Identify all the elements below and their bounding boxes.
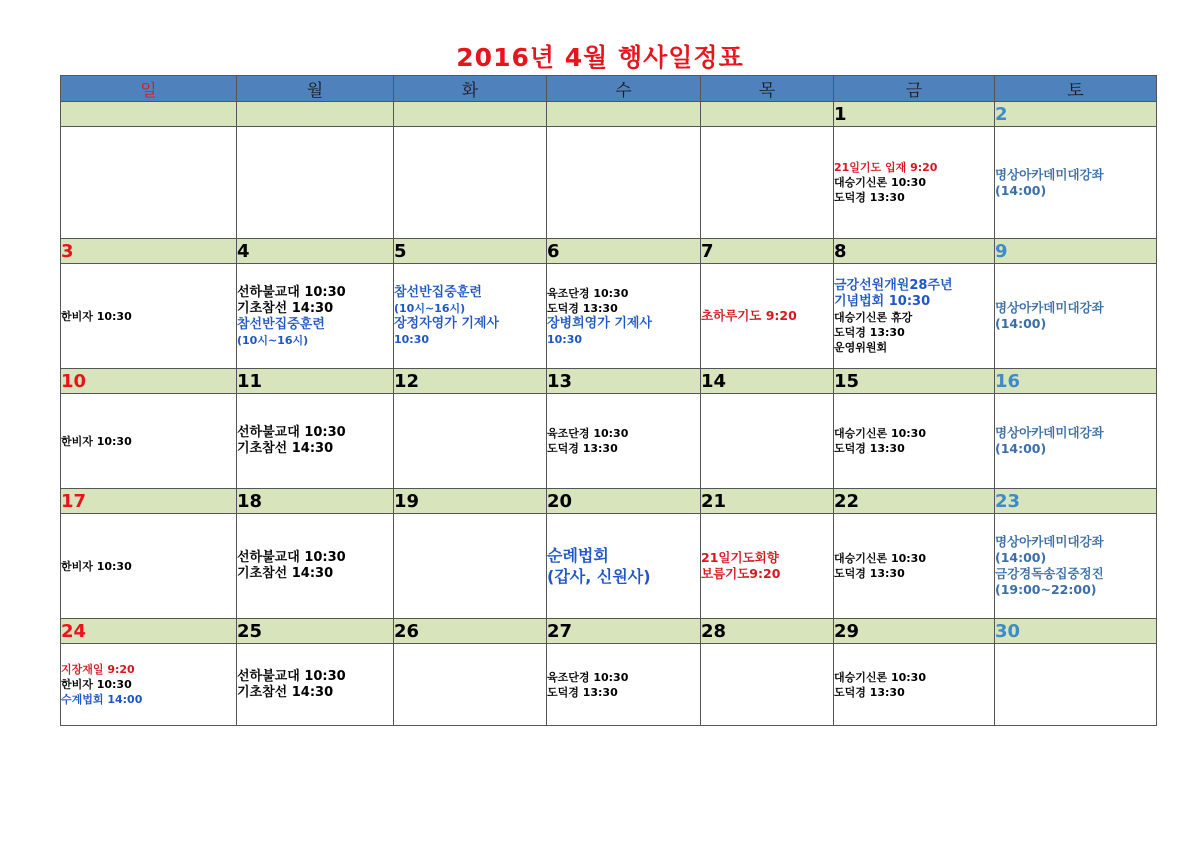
date-number: 22 [834, 489, 995, 514]
date-number: 2 [995, 102, 1157, 127]
event-entry: 보름기도9:20 [701, 566, 781, 581]
date-number: 9 [995, 239, 1157, 264]
event-entry: 21일기도회향 [701, 550, 779, 565]
day-events-cell [237, 644, 394, 726]
event-entry: 금강선원개원28주년 [834, 277, 953, 293]
date-number [237, 102, 394, 127]
date-number: 26 [394, 619, 547, 644]
day-events-cell [834, 514, 995, 619]
date-number: 16 [995, 369, 1157, 394]
event-entry: 선하불교대 10:30 [237, 425, 346, 440]
day-events-cell [61, 127, 237, 239]
event-entry: (19:00~22:00) [995, 582, 1097, 597]
day-events-cell [61, 514, 237, 619]
date-number: 23 [995, 489, 1157, 514]
date-number: 4 [237, 239, 394, 264]
event-entry: 대승기신론 10:30 [834, 670, 926, 684]
event-entry: 선하불교대 10:30 [237, 284, 346, 300]
day-events-cell [394, 394, 547, 489]
events-row [61, 394, 1157, 489]
event-entry: (14:00) [995, 182, 1047, 198]
event-entry: 도덕경 13:30 [834, 567, 905, 580]
day-events-cell [61, 264, 237, 369]
calendar-body [61, 102, 1157, 726]
event-entry: 수계법회 14:00 [61, 693, 143, 706]
date-row [61, 102, 1157, 127]
date-number: 20 [547, 489, 701, 514]
date-number: 29 [834, 619, 995, 644]
event-entry: 한비자 10:30 [61, 309, 132, 323]
event-entry: 순례법회 [547, 546, 609, 565]
day-events-cell [834, 394, 995, 489]
weekday-thursday: 목 [701, 76, 834, 102]
event-entry: 10:30 [394, 333, 430, 346]
event-entry: 명상아카데미대강좌 [995, 166, 1104, 182]
date-row [61, 369, 1157, 394]
event-entry: 기초참선 14:30 [237, 300, 334, 316]
day-events-cell [701, 644, 834, 726]
event-entry: 참선반집중훈련 [394, 285, 482, 300]
day-events-cell [61, 644, 237, 726]
event-entry: 참선반집중훈련 [237, 316, 325, 332]
date-number: 12 [394, 369, 547, 394]
day-events-cell [547, 264, 701, 369]
weekday-sunday: 일 [61, 76, 237, 102]
event-entry: 운영위원회 [834, 340, 888, 354]
day-events-cell [237, 514, 394, 619]
event-entry: 도덕경 13:30 [547, 442, 618, 455]
day-events-cell [701, 264, 834, 369]
date-number: 24 [61, 619, 237, 644]
date-number: 18 [237, 489, 394, 514]
date-number: 15 [834, 369, 995, 394]
day-events-cell [995, 394, 1157, 489]
date-number: 8 [834, 239, 995, 264]
event-entry: 기념법회 10:30 [834, 293, 931, 309]
day-events-cell [834, 127, 995, 239]
event-entry: (14:00) [995, 550, 1047, 565]
day-events-cell [237, 264, 394, 369]
date-row [61, 619, 1157, 644]
event-entry: 대승기신론 휴강 [834, 310, 913, 324]
event-entry: 육조단경 10:30 [547, 427, 629, 440]
day-events-cell [834, 644, 995, 726]
date-number: 1 [834, 102, 995, 127]
event-entry: 기초참선 14:30 [237, 566, 334, 581]
event-entry: 10:30 [547, 332, 583, 346]
events-row [61, 644, 1157, 726]
date-number: 10 [61, 369, 237, 394]
date-row [61, 489, 1157, 514]
event-entry: 도덕경 13:30 [834, 191, 905, 204]
date-number: 3 [61, 239, 237, 264]
event-entry: 명상아카데미대강좌 [995, 425, 1104, 440]
event-entry: 도덕경 13:30 [834, 325, 905, 339]
day-events-cell [701, 394, 834, 489]
day-events-cell [547, 127, 701, 239]
date-number: 21 [701, 489, 834, 514]
event-entry: (14:00) [995, 441, 1047, 456]
day-events-cell [995, 127, 1157, 239]
weekday-tuesday: 화 [394, 76, 547, 102]
event-entry: 도덕경 13:30 [834, 442, 905, 455]
event-entry: 대승기신론 10:30 [834, 176, 926, 189]
event-entry: 기초참선 14:30 [237, 441, 334, 456]
event-entry: 대승기신론 10:30 [834, 427, 926, 440]
day-events-cell [61, 394, 237, 489]
events-row [61, 264, 1157, 369]
event-entry: 선하불교대 10:30 [237, 668, 346, 684]
event-entry: (10시~16시) [237, 333, 309, 347]
event-entry: 명상아카데미대강좌 [995, 534, 1104, 549]
event-entry: 장정자영가 기제사 [394, 316, 499, 331]
day-events-cell [834, 264, 995, 369]
event-entry: 도덕경 13:30 [547, 685, 618, 699]
date-number: 5 [394, 239, 547, 264]
event-entry: 한비자 10:30 [61, 678, 132, 691]
day-events-cell [995, 264, 1157, 369]
weekday-monday: 월 [237, 76, 394, 102]
day-events-cell [995, 514, 1157, 619]
event-entry: 금강경독송집중정진 [995, 566, 1104, 581]
event-entry: 육조단경 10:30 [547, 286, 629, 300]
day-events-cell [394, 264, 547, 369]
day-events-cell [394, 644, 547, 726]
day-events-cell [701, 514, 834, 619]
date-number [547, 102, 701, 127]
date-number: 14 [701, 369, 834, 394]
date-number [61, 102, 237, 127]
day-events-cell [237, 127, 394, 239]
date-number: 7 [701, 239, 834, 264]
events-row [61, 514, 1157, 619]
event-entry: 기초참선 14:30 [237, 684, 334, 700]
date-number: 27 [547, 619, 701, 644]
event-entry: 초하루기도 9:20 [701, 308, 797, 323]
calendar-table [60, 75, 1157, 726]
event-entry: 한비자 10:30 [61, 559, 132, 573]
events-row [61, 127, 1157, 239]
date-number: 6 [547, 239, 701, 264]
event-entry: 도덕경 13:30 [834, 685, 905, 699]
date-number [394, 102, 547, 127]
date-row [61, 239, 1157, 264]
date-number: 17 [61, 489, 237, 514]
event-entry: (10시~16시) [394, 302, 466, 315]
day-events-cell [547, 514, 701, 619]
day-events-cell [547, 644, 701, 726]
date-number: 11 [237, 369, 394, 394]
page-title: 2016년 4월 행사일정표 [456, 43, 744, 72]
event-entry: 한비자 10:30 [61, 434, 132, 448]
date-number [701, 102, 834, 127]
event-entry: (갑사, 신원사) [547, 567, 651, 586]
event-entry: 도덕경 13:30 [547, 301, 618, 315]
event-entry: 21일기도 입재 9:20 [834, 161, 938, 174]
date-number: 13 [547, 369, 701, 394]
day-events-cell [394, 514, 547, 619]
date-number: 19 [394, 489, 547, 514]
weekday-friday: 금 [834, 76, 995, 102]
event-entry: 육조단경 10:30 [547, 670, 629, 684]
day-events-cell [237, 394, 394, 489]
day-events-cell [701, 127, 834, 239]
weekday-saturday: 토 [995, 76, 1157, 102]
weekday-wednesday: 수 [547, 76, 701, 102]
day-events-cell [394, 127, 547, 239]
day-events-cell [995, 644, 1157, 726]
date-number: 30 [995, 619, 1157, 644]
event-entry: 장병희영가 기제사 [547, 315, 652, 331]
event-entry: 지장재일 9:20 [61, 663, 135, 676]
day-events-cell [547, 394, 701, 489]
date-number: 28 [701, 619, 834, 644]
weekday-header-row [61, 76, 1157, 102]
event-entry: (14:00) [995, 316, 1047, 331]
date-number: 25 [237, 619, 394, 644]
event-entry: 선하불교대 10:30 [237, 550, 346, 565]
event-entry: 대승기신론 10:30 [834, 552, 926, 565]
event-entry: 명상아카데미대강좌 [995, 300, 1104, 315]
